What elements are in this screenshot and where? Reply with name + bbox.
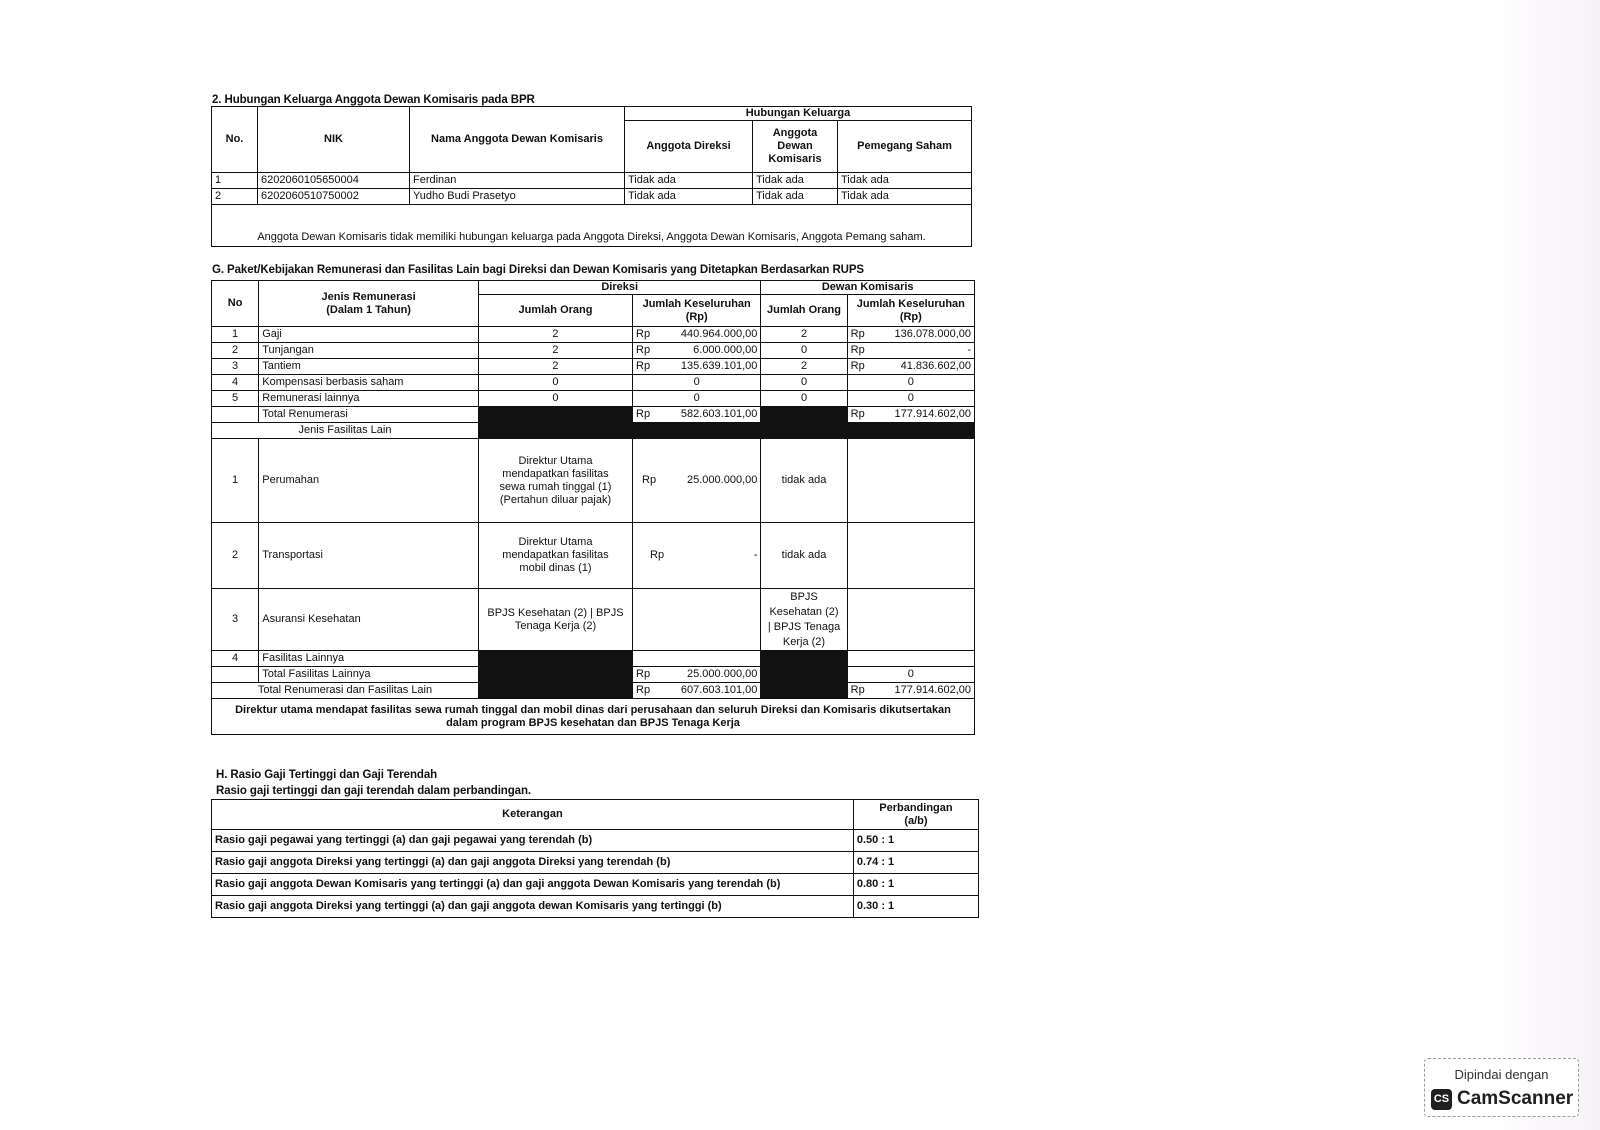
table-row: 2 Tunjangan 2 Rp 6.000.000,00 0 Rp - xyxy=(212,343,975,359)
family-relation-table xyxy=(211,106,972,247)
header-no: No xyxy=(212,281,259,327)
table-row: Rasio gaji pegawai yang tertinggi (a) dan gaji pegawai yang terendah (b) 0.50 : 1 xyxy=(212,830,979,852)
header-hubungan-keluarga: Hubungan Keluarga xyxy=(625,107,972,121)
table-row: Rasio gaji anggota Direksi yang tertinggi (a) dan gaji anggota dewan Komisaris yang tertinggi (b) 0.30 : 1 xyxy=(212,896,979,918)
header-keterangan: Keterangan xyxy=(212,800,854,830)
section-h-subtitle: Rasio gaji tertinggi dan gaji terendah dalam perbandingan. xyxy=(216,785,531,797)
table-row: Rasio gaji anggota Dewan Komisaris yang tertinggi (a) dan gaji anggota Dewan Komisaris yang terendah (b) 0.80 : 1 xyxy=(212,874,979,896)
header-direksi: Direksi xyxy=(478,281,760,295)
table-row: 2 6202060510750002 Yudho Budi Prasetyo Tidak ada Tidak ada Tidak ada xyxy=(212,189,972,205)
fasilitas-header-row: Jenis Fasilitas Lain xyxy=(212,423,975,439)
header-perbandingan: Perbandingan (a/b) xyxy=(853,800,978,830)
remuneration-table xyxy=(211,280,975,735)
table-row: 4 Fasilitas Lainnya xyxy=(212,651,975,667)
header-jumlah-orang-direksi: Jumlah Orang xyxy=(478,295,632,327)
camscanner-logo-icon: CS xyxy=(1431,1089,1452,1110)
page-edge-shade xyxy=(1500,0,1600,1130)
section-h-title: H. Rasio Gaji Tertinggi dan Gaji Terendah xyxy=(216,769,438,781)
header-anggota-direksi: Anggota Direksi xyxy=(625,121,753,173)
total-remunerasi-row: Total Renumerasi Rp 582.603.101,00 Rp 177.914.602,00 xyxy=(212,407,975,423)
header-no: No. xyxy=(212,107,258,173)
watermark-caption: Dipindai dengan xyxy=(1454,1067,1549,1082)
table-row: 5 Remunerasi lainnya 0 0 0 0 xyxy=(212,391,975,407)
watermark-brand: CamScanner xyxy=(1457,1088,1574,1109)
section-2-note: Anggota Dewan Komisaris tidak memiliki hubungan keluarga pada Anggota Direksi, Anggota Dewan Komisaris, Anggota Pemang saham. xyxy=(212,205,972,247)
header-dewan-komisaris: Dewan Komisaris xyxy=(761,281,975,295)
table-row: 1 Perumahan Direktur Utama mendapatkan fasilitas sewa rumah tinggal (1) (Pertahun diluar pajak) Rp 25.000.000,00 tidak ada xyxy=(212,439,975,523)
header-jumlah-keseluruhan-direksi: Jumlah Keseluruhan (Rp) xyxy=(633,295,761,327)
camscanner-watermark xyxy=(1424,1058,1579,1117)
table-row: 1 Gaji 2 Rp 440.964.000,00 2 Rp 136.078.000,00 xyxy=(212,327,975,343)
table-row: 3 Tantiem 2 Rp 135.639.101,00 2 Rp 41.836.602,00 xyxy=(212,359,975,375)
table-row: 4 Kompensasi berbasis saham 0 0 0 0 xyxy=(212,375,975,391)
header-anggota-dewan: Anggota Dewan Komisaris xyxy=(753,121,838,173)
table-row: 1 6202060105650004 Ferdinan Tidak ada Tidak ada Tidak ada xyxy=(212,173,972,189)
salary-ratio-table xyxy=(211,799,979,918)
total-fasilitas-row: Total Fasilitas Lainnya Rp 25.000.000,00 0 xyxy=(212,667,975,683)
section-2-title: 2. Hubungan Keluarga Anggota Dewan Komisaris pada BPR xyxy=(212,94,535,106)
section-g-note: Direktur utama mendapat fasilitas sewa rumah tinggal dan mobil dinas dari perusahaan dan seluruh Direksi dan Komisaris dikutsertakan dalam program BPJS kesehatan dan BPJS Tenaga Kerja xyxy=(212,699,975,735)
table-row: Rasio gaji anggota Direksi yang tertinggi (a) dan gaji anggota Direksi yang terendah (b) 0.74 : 1 xyxy=(212,852,979,874)
header-jumlah-orang-dewan: Jumlah Orang xyxy=(761,295,847,327)
table-row: 3 Asuransi Kesehatan BPJS Kesehatan (2) | BPJS Tenaga Kerja (2) BPJS Kesehatan (2) | BPJS Tenaga Kerja (2) xyxy=(212,589,975,651)
header-jenis-remunerasi: Jenis Remunerasi (Dalam 1 Tahun) xyxy=(259,281,479,327)
header-jumlah-keseluruhan-dewan: Jumlah Keseluruhan (Rp) xyxy=(847,295,974,327)
header-pemegang-saham: Pemegang Saham xyxy=(838,121,972,173)
header-nama: Nama Anggota Dewan Komisaris xyxy=(410,107,625,173)
total-all-row: Total Renumerasi dan Fasilitas Lain Rp 607.603.101,00 Rp 177.914.602,00 xyxy=(212,683,975,699)
header-nik: NIK xyxy=(258,107,410,173)
section-g-title: G. Paket/Kebijakan Remunerasi dan Fasilitas Lain bagi Direksi dan Dewan Komisaris yang Ditetapkan Berdasarkan RUPS xyxy=(212,264,865,276)
table-row: 2 Transportasi Direktur Utama mendapatkan fasilitas mobil dinas (1) Rp - tidak ada xyxy=(212,523,975,589)
